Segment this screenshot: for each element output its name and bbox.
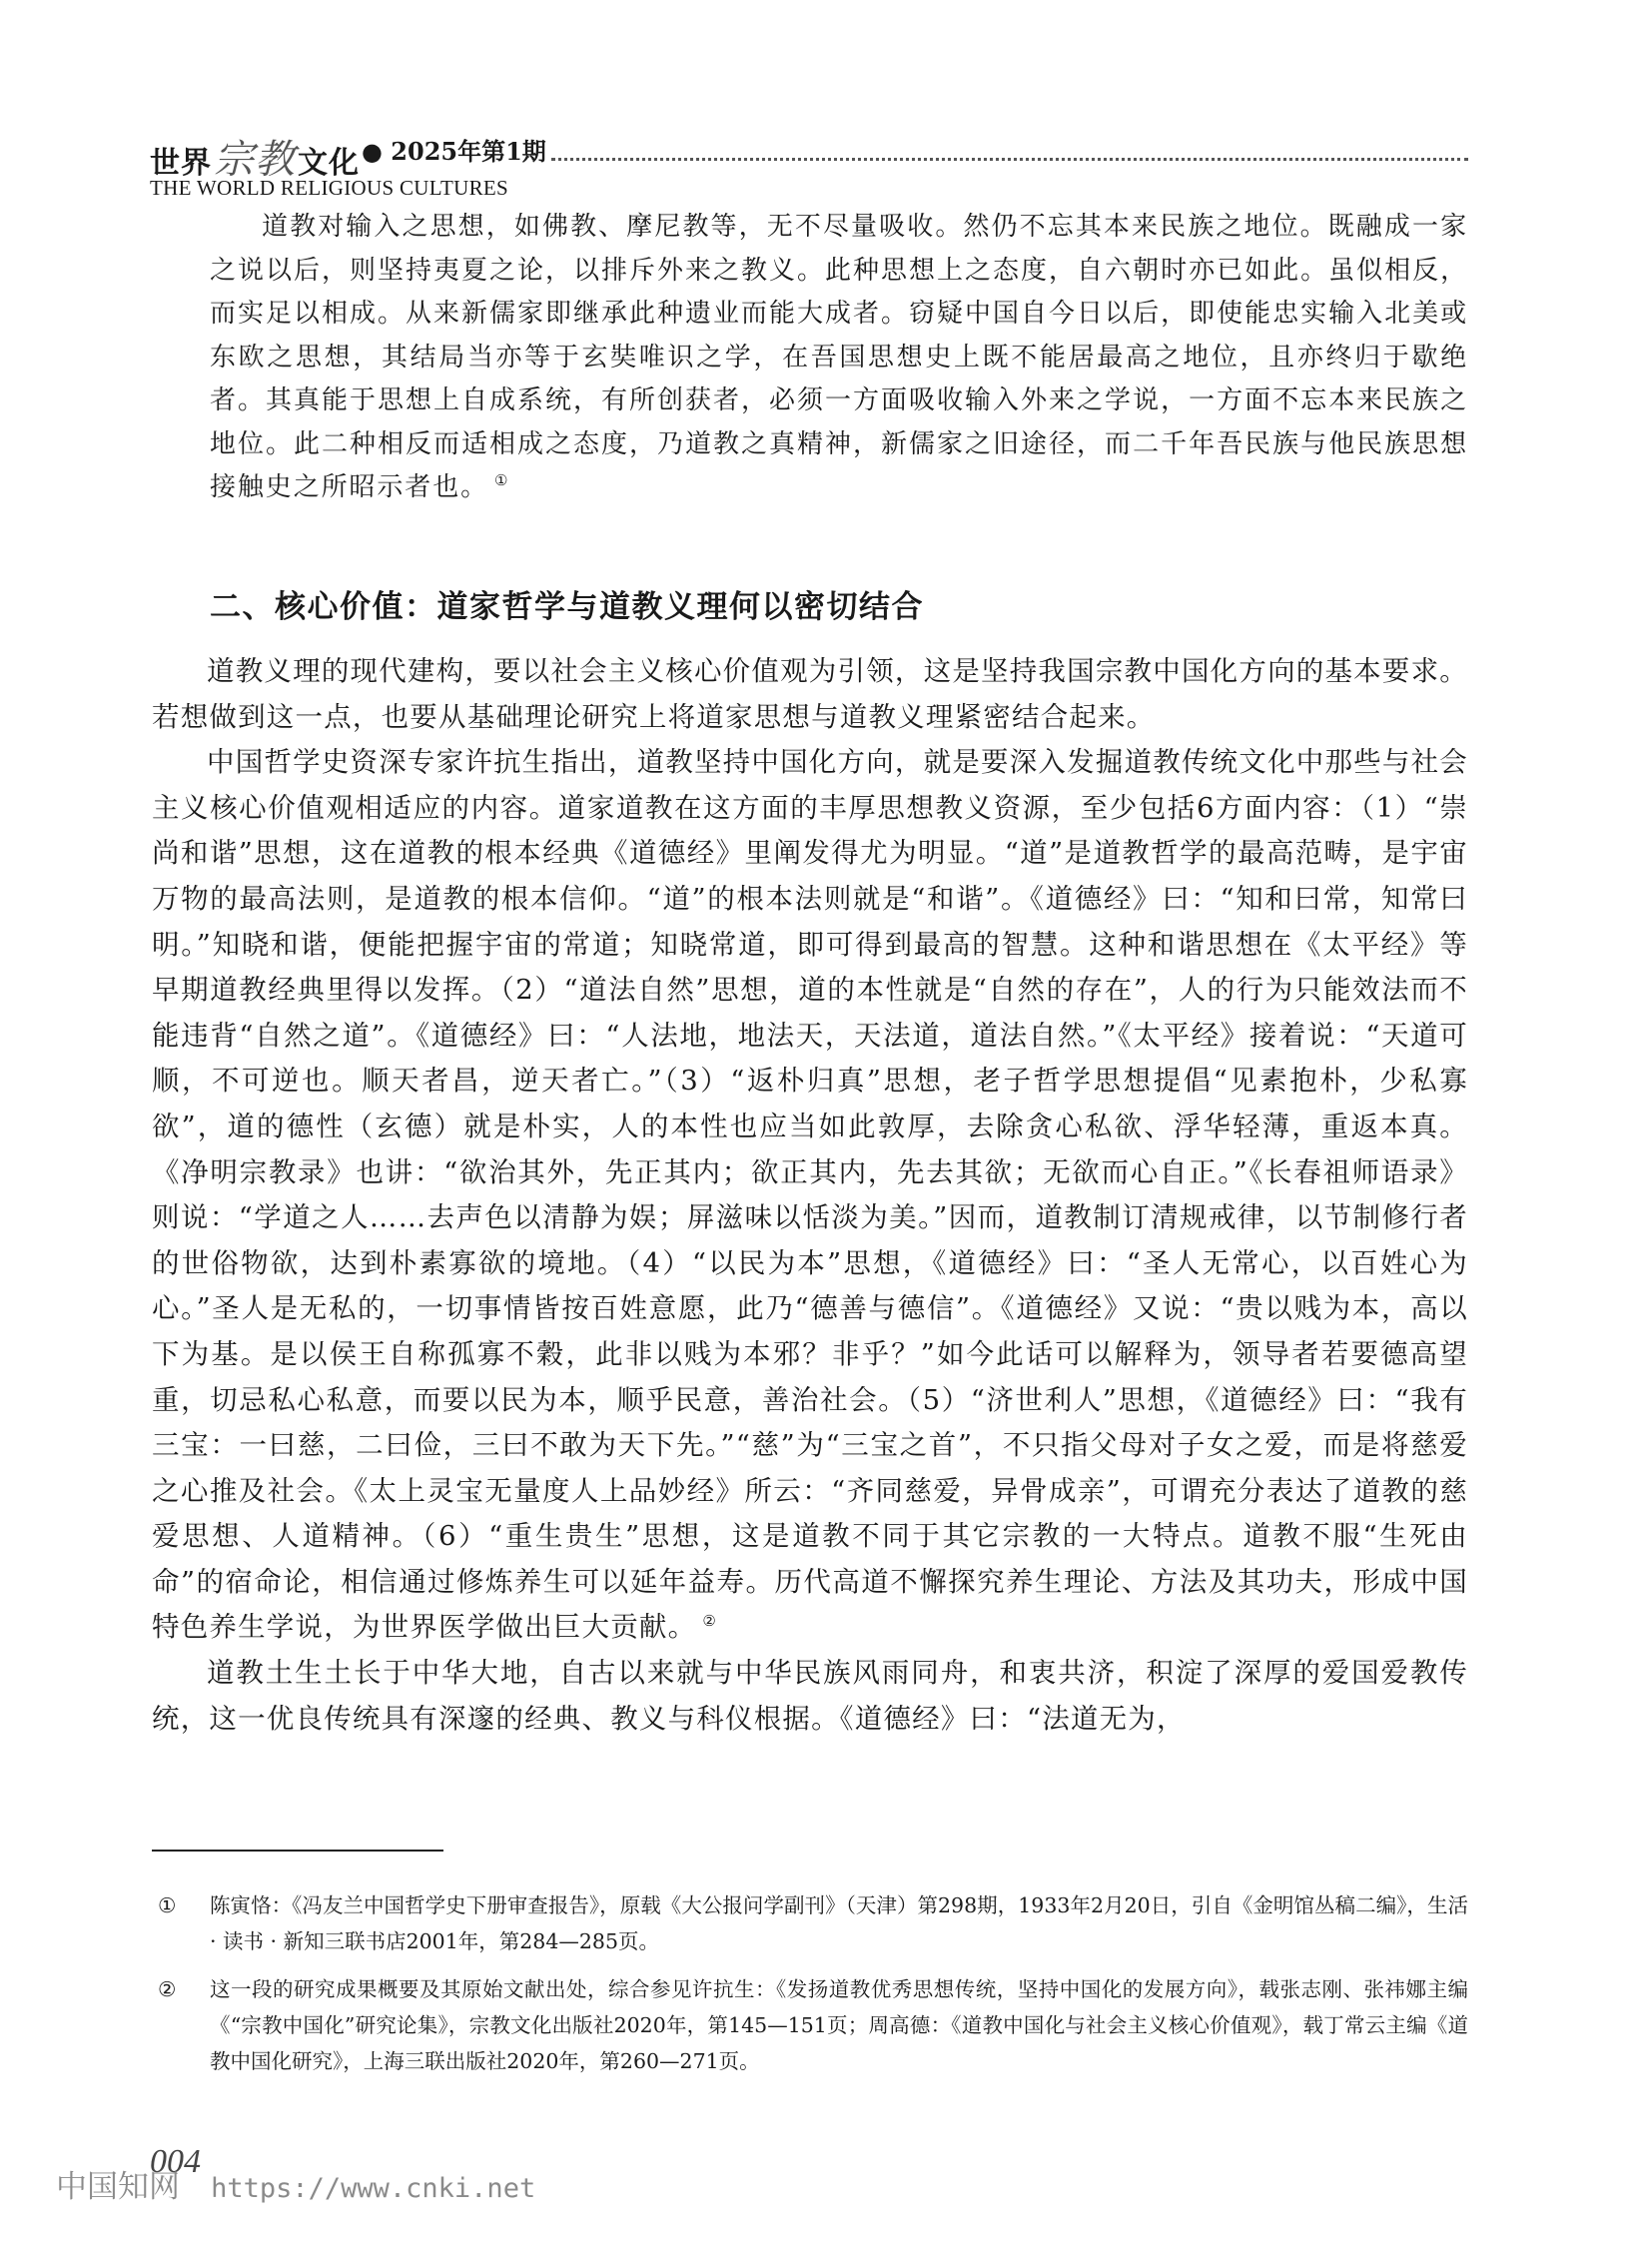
footnote-1 [152, 1887, 1468, 1959]
footnote-marker: ② [158, 1977, 177, 2001]
section-heading: 二、核心价值：道家哲学与道教义理何以密切结合 [210, 589, 924, 625]
cnki-logo-text: 中国知网 [56, 2169, 180, 2205]
body-text [152, 649, 1468, 1742]
footnote-text: 这一段的研究成果概要及其原始文献出处，综合参见许抗生：《发扬道教优秀思想传统，坚持中国化的发展方向》，载张志刚、张祎娜主编《“宗教中国化”研究论集》，宗教文化出版社2020年，第145—151页；周高德：《道教中国化与社会主义核心价值观》，载丁常云主编《道教中国化研究》，上海三联出版社2020年，第260—271页。 [210, 1977, 1468, 2073]
journal-name-part1: 世界 [150, 146, 212, 181]
journal-english-name: THE WORLD RELIGIOUS CULTURES [150, 176, 508, 200]
body-paragraph-2-text: 中国哲学史资深专家许抗生指出，道教坚持中国化方向，就是要深入发掘道教传统文化中那些与社会主义核心价值观相适应的内容。道家道教在这方面的丰厚思想教义资源，至少包括6方面内容：（1）“崇尚和谐”思想，这在道教的根本经典《道德经》里阐发得尤为明显。“道”是道教哲学的最高范畴，是宇宙万物的最高法则，是道教的根本信仰。“道”的根本法则就是“和谐”。《道德经》曰：“知和曰常，知常曰明。”知晓和谐，便能把握宇宙的常道；知晓常道，即可得到最高的智慧。这种和谐思想在《太平经》等早期道教经典里得以发挥。（2）“道法自然”思想，道的本性就是“自然的存在”，人的行为只能效法而不能违背“自然之道”。《道德经》曰：“人法地，地法天，天法道，道法自然。”《太平经》接着说：“天道可顺，不可逆也。顺天者昌，逆天者亡。”（3）“返朴归真”思想，老子哲学思想提倡“见素抱朴，少私寡欲”，道的德性（玄德）就是朴实，人的本性也应当如此敦厚，去除贪心私欲、浮华轻薄，重返本真。《净明宗教录》也讲：“欲治其外，先正其内；欲正其内，先去其欲；无欲而心自正。”《长春祖师语录》则说：“学道之人……去声色以清静为娱；屏滋味以恬淡为美。”因而，道教制订清规戒律，以节制修行者的世俗物欲，达到朴素寡欲的境地。（4）“以民为本”思想，《道德经》曰：“圣人无常心，以百姓心为心。”圣人是无私的，一切事情皆按百姓意愿，此乃“德善与德信”。《道德经》又说：“贵以贱为本，高以下为基。是以侯王自称孤寡不穀，此非以贱为本邪？非乎？”如今此话可以解释为，领导者若要德高望重，切忌私心私意，而要以民为本，顺乎民意，善治社会。（5）“济世利人”思想，《道德经》曰：“我有三宝：一曰慈，二曰俭，三曰不敢为天下先。”“慈”为“三宝之首”，不只指父母对子女之爱，而是将慈爱之心推及社会。《太上灵宝无量度人上品妙经》所云：“齐同慈爱，异骨成亲”，可谓充分表达了道教的慈爱思想、人道精神。（6）“重生贵生”思想，这是道教不同于其它宗教的一大特点。道教不服“生死由命”的宿命论，相信通过修炼养生可以延年益寿。历代高道不懈探究养生理论、方法及其功夫，形成中国特色养生学说，为世界医学做出巨大贡献。 [152, 746, 1468, 1644]
page-number: 004 [150, 2143, 201, 2180]
cnki-url-link[interactable]: https://www.cnki.net [211, 2173, 536, 2204]
footnote-ref-2[interactable]: ② [702, 1612, 717, 1631]
footnote-marker: ① [158, 1893, 177, 1917]
block-quote [210, 206, 1468, 510]
footnote-text: 陈寅恪：《冯友兰中国哲学史下册审查报告》，原载《大公报问学副刊》（天津）第298期，1933年2月20日，引自《金明馆丛稿二编》，生活 · 读书 · 新知三联书店2001年，第284—285页。 [210, 1893, 1468, 1953]
header-dotted-rule [551, 158, 1468, 161]
footnote-ref-1[interactable]: ① [494, 471, 510, 490]
body-paragraph-2 [152, 740, 1468, 1651]
journal-name-part3: 文化 [298, 146, 360, 181]
issue-label: ● 2025年第1期 [362, 137, 546, 166]
body-paragraph-3: 道教土生土长于中华大地，自古以来就与中华民族风雨同舟，和衷共济，积淀了深厚的爱国爱教传统，这一优良传统具有深邃的经典、教义与科仪根据。《道德经》曰：“法道无为， [152, 1657, 1468, 1735]
body-paragraph-1: 道教义理的现代建构，要以社会主义核心价值观为引领，这是坚持我国宗教中国化方向的基本要求。若想做到这一点，也要从基础理论研究上将道家思想与道教义理紧密结合起来。 [152, 655, 1468, 733]
cnki-watermark [56, 2161, 535, 2206]
footnote-separator [152, 1850, 443, 1852]
running-header [150, 128, 1468, 198]
journal-name-calligraphy: 宗教 [214, 137, 296, 183]
quote-paragraph [210, 206, 1468, 510]
quote-text: 道教对输入之思想，如佛教、摩尼教等，无不尽量吸收。然仍不忘其本来民族之地位。既融成一家之说以后，则坚持夷夏之论，以排斥外来之教义。此种思想上之态度，自六朝时亦已如此。虽似相反，而实足以相成。从来新儒家即继承此种遗业而能大成者。窃疑中国自今日以后，即使能忠实输入北美或东欧之思想，其结局当亦等于玄奘唯识之学，在吾国思想史上既不能居最高之地位，且亦终归于歇绝者。其真能于思想上自成系统，有所创获者，必须一方面吸收输入外来之学说，一方面不忘本来民族之地位。此二种相反而适相成之态度，乃道教之真精神，新儒家之旧途径，而二千年吾民族与他民族思想接触史之所昭示者也。 [210, 212, 1468, 502]
footnote-2 [152, 1971, 1468, 2079]
footnotes [152, 1887, 1468, 2091]
